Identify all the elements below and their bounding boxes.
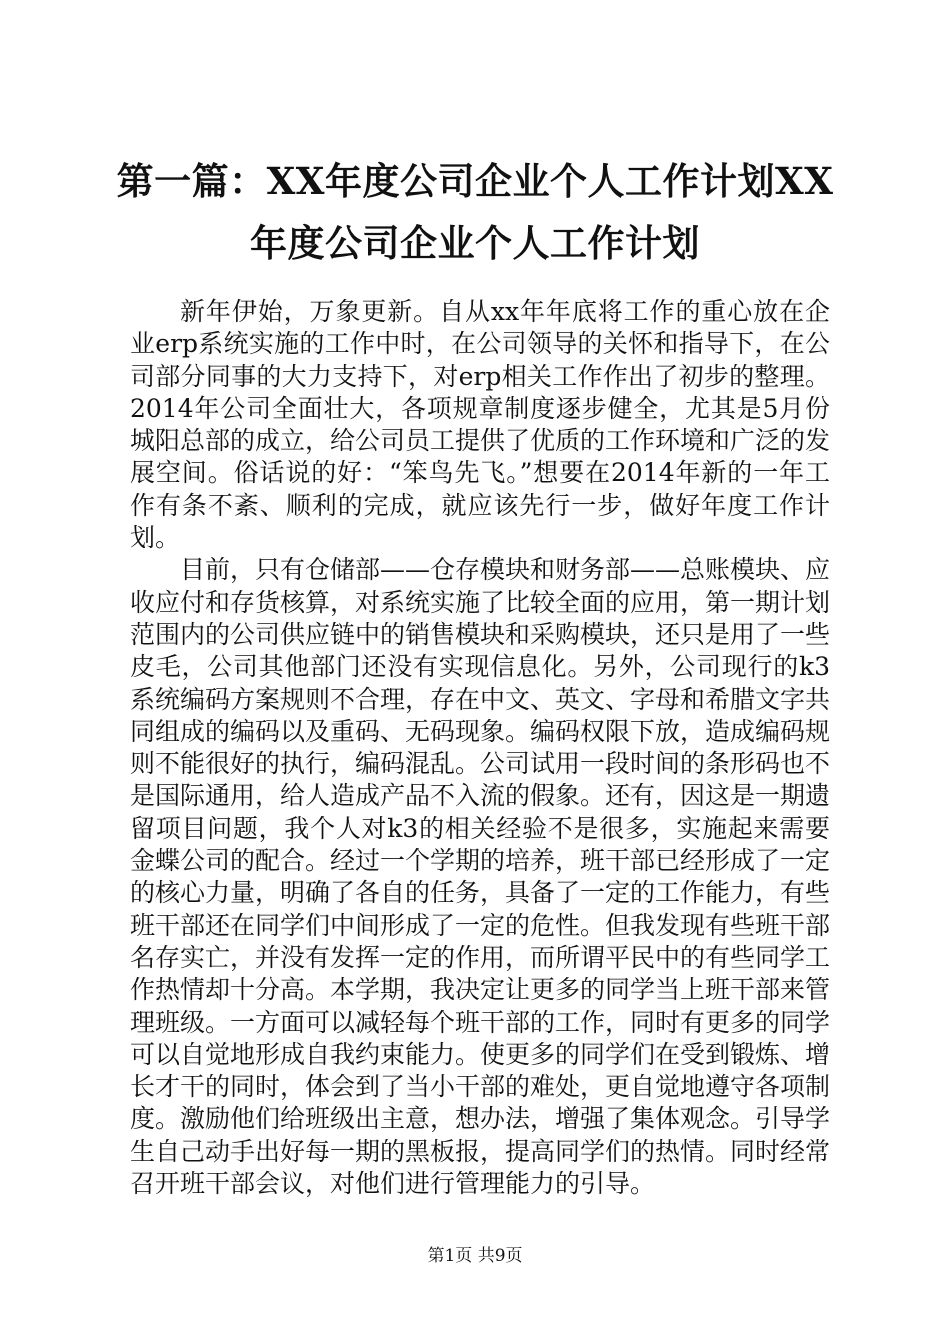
page-footer: 第1页 共9页 [427, 1246, 523, 1266]
paragraph-2: 目前，只有仓储部——仓存模块和财务部——总账模块、应收应付和存货核算，对系统实施了比较全面的应用，第一期计划范围内的公司供应链中的销售模块和采购模块，还只是用了一些皮毛，公司其他部门还没有实现信息化。另外，公司现行的k3系统编码方案规则不合理，存在中文、英文、字母和希腊文字共同组成的编码以及重码、无码现象。编码权限下放，造成编码规则不能很好的执行，编码混乱。公司试用一段时间的条形码也不是国际通用，给人造成产品不入流的假象。还有，因这是一期遗留项目问题，我个人对k3的相关经验不是很多，实施起来需要金蝶公司的配合。经过一个学期的培养，班干部已经形成了一定的核心力量，明确了各自的任务，具备了一定的工作能力，有些班干部还在同学们中间形成了一定的危性。但我发现有些班干部名存实亡，并没有发挥一定的作用，而所谓平民中的有些同学工作热情却十分高。本学期，我决定让更多的同学当上班干部来管理班级。一方面可以减轻每个班干部的工作，同时有更多的同学可以自觉地形成自我约束能力。使更多的同学们在受到锻炼、增长才干的同时，体会到了当小干部的难处，更自觉地遵守各项制度。激励他们给班级出主意，想办法，增强了集体观念。引导学生自己动手出好每一期的黑板报，提高同学们的热情。同时经常召开班干部会议，对他们进行管理能力的引导。 [130, 555, 831, 1199]
document-body [130, 296, 830, 1200]
document-title: 第一篇：XX年度公司企业个人工作计划XX年度公司企业个人工作计划 [116, 159, 834, 265]
paragraph-1: 新年伊始，万象更新。自从xx年年底将工作的重心放在企业erp系统实施的工作中时，在公司领导的关怀和指导下，在公司部分同事的大力支持下，对erp相关工作作出了初步的整理。2014年公司全面壮大，各项规章制度逐步健全，尤其是5月份城阳总部的成立，给公司员工提供了优质的工作环境和广泛的发展空间。俗话说的好：“笨鸟先飞。”想要在2014年新的一年工作有条不紊、顺利的完成，就应该先行一步，做好年度工作计划。 [130, 297, 831, 553]
